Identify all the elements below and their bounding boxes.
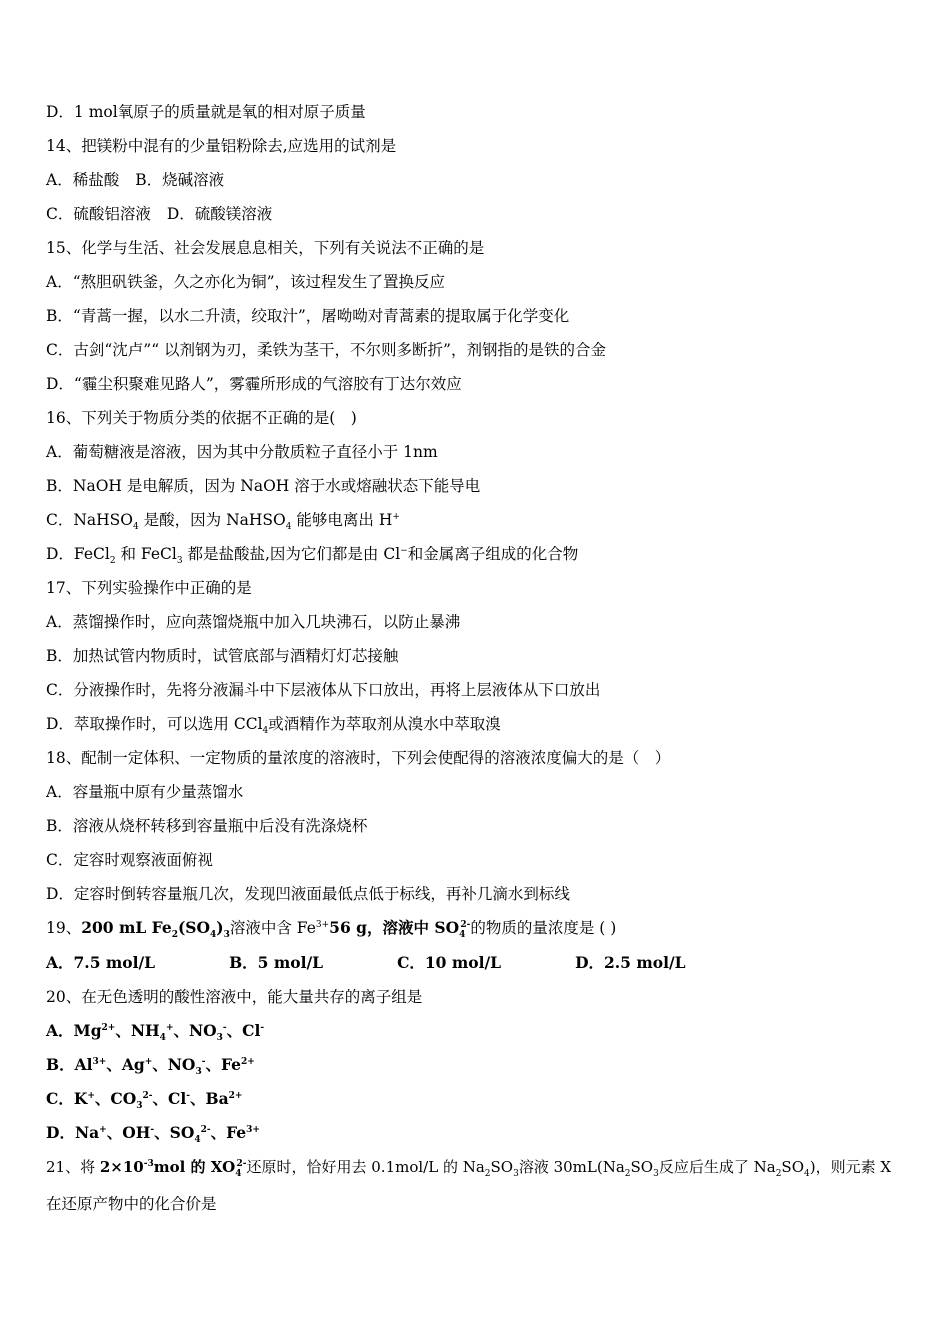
- q21-stem: 21、将 $2\times 10^{-3}mol$ 的 $XO_4^{2-}$还原时，恰好用去 0.1mol/L 的 $Na_2SO_3$溶液 $30mL(Na_2SO_3$反应后生成了 $Na_2SO_4$)，则元素 X: [46, 1158, 892, 1179]
- q15-stem: 15、化学与生活、社会发展息息相关，下列有关说法不正确的是: [46, 239, 485, 257]
- q19-stem: 19、200 mL $Fe_2(SO_4)_3$溶液中含 $Fe^{3+}56$ g，溶液中 $SO_4^{2-}$的物质的量浓度是 ( ): [46, 918, 617, 941]
- q16-option-a: A．葡萄糖液是溶液，因为其中分散质粒子直径小于 1nm: [46, 443, 438, 461]
- q16-option-d: D．FeCl$_2$ 和 FeCl$_3$ 都是盐酸盐,因为它们都是由 Cl−和金属离子组成的化合物: [46, 545, 579, 567]
- q20-option-c: C．K+、$CO_3^{2-}$、Cl-、$Ba^{2+}$: [46, 1089, 243, 1112]
- q21-stem-continued: 在还原产物中的化合价是: [46, 1195, 217, 1213]
- q17-option-a: A．蒸馏操作时，应向蒸馏烧瓶中加入几块沸石，以防止暴沸: [46, 613, 461, 631]
- q17-option-b: B．加热试管内物质时，试管底部与酒精灯灯芯接触: [46, 647, 399, 665]
- q17-stem: 17、下列实验操作中正确的是: [46, 579, 252, 597]
- q15-option-d: D．“霾尘积聚难见路人”，雾霾所形成的气溶胶有丁达尔效应: [46, 375, 462, 393]
- q15-option-c: C．古剑“沈卢”“ 以剂钢为刃，柔铁为茎干，不尔则多断折”，剂钢指的是铁的合金: [46, 341, 606, 359]
- q14-options-cd: C．硫酸铝溶液 D．硫酸镁溶液: [46, 205, 273, 223]
- q20-option-a: A．$Mg^{2+}$、$NH_4^+$、$NO_3^-$、Cl-: [46, 1021, 265, 1044]
- q20-option-d: D．Na+、OH-、$SO_4^{2-}$、$Fe^{3+}$: [46, 1123, 260, 1146]
- q16-option-c: C．NaHSO$_4$ 是酸，因为 NaHSO$_4$ 能够电离出 H+: [46, 511, 400, 533]
- q20-option-b: B．$Al^{3+}$、Ag+、$NO_3^-$、$Fe^{2+}$: [46, 1055, 255, 1078]
- q16-option-b: B．NaOH 是电解质，因为 NaOH 溶于水或熔融状态下能导电: [46, 477, 481, 495]
- q14-options-ab: A．稀盐酸 B．烧碱溶液: [46, 171, 225, 189]
- q17-option-c: C．分液操作时，先将分液漏斗中下层液体从下口放出，再将上层液体从下口放出: [46, 681, 601, 699]
- q18-stem: 18、配制一定体积、一定物质的量浓度的溶液时，下列会使配得的溶液浓度偏大的是（ ）: [46, 749, 671, 767]
- q13-option-d: D．1 mol氧原子的质量就是氧的相对原子质量: [46, 103, 366, 121]
- q20-stem: 20、在无色透明的酸性溶液中，能大量共存的离子组是: [46, 988, 423, 1006]
- q19-options: A．7.5 mol/L B．5 mol/L C．10 mol/L D．2.5 mol/L: [46, 953, 686, 972]
- q18-option-a: A．容量瓶中原有少量蒸馏水: [46, 783, 244, 801]
- q15-option-a: A．“熬胆矾铁釜，久之亦化为铜”，该过程发生了置换反应: [46, 273, 446, 291]
- q18-option-d: D．定容时倒转容量瓶几次，发现凹液面最低点低于标线，再补几滴水到标线: [46, 885, 570, 903]
- q14-stem: 14、把镁粉中混有的少量铝粉除去,应选用的试剂是: [46, 137, 397, 155]
- q18-option-b: B．溶液从烧杯转移到容量瓶中后没有洗涤烧杯: [46, 817, 368, 835]
- q15-option-b: B．“青蒿一握，以水二升渍，绞取汁”，屠呦呦对青蒿素的提取属于化学变化: [46, 307, 570, 325]
- q17-option-d: D．萃取操作时，可以选用 CCl$_4$或酒精作为萃取剂从溴水中萃取溴: [46, 715, 501, 737]
- q16-stem: 16、下列关于物质分类的依据不正确的是( ): [46, 409, 357, 427]
- q18-option-c: C．定容时观察液面俯视: [46, 851, 213, 869]
